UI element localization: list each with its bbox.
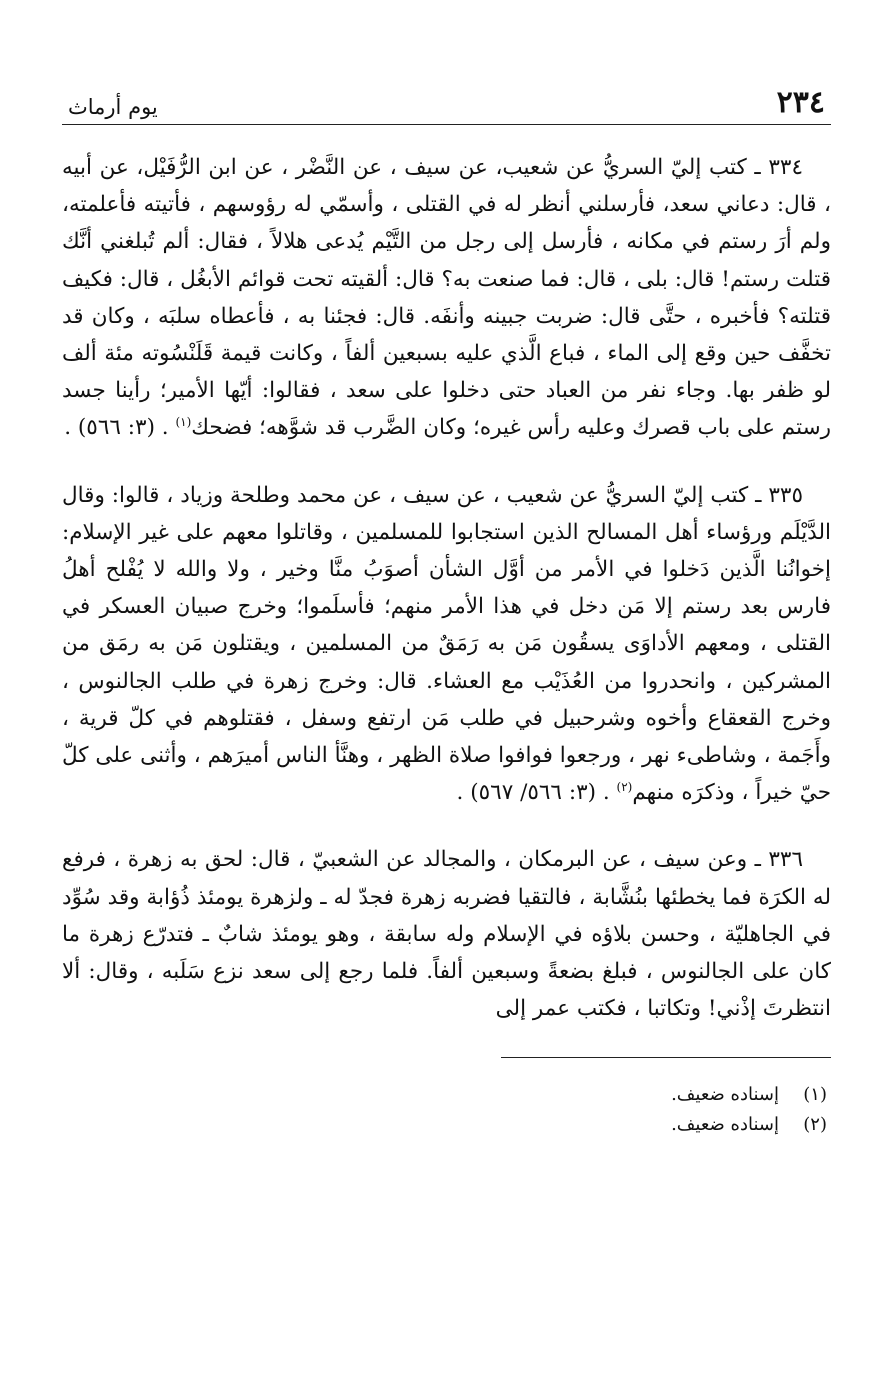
paragraph-336 [62, 841, 831, 1027]
footnotes [62, 1080, 831, 1140]
running-title: يوم أرماث [68, 95, 158, 119]
paragraph-citation: . (٣: ٥٦٦) . [64, 415, 176, 441]
page-number: ٢٣٤ [776, 85, 825, 120]
paragraph-334 [62, 149, 831, 447]
footnote-divider [501, 1057, 831, 1058]
footnote-ref: (١) [175, 415, 192, 430]
footnote-item [62, 1110, 831, 1140]
paragraph-citation: . (٣: ٥٦٦/ ٥٦٧) . [456, 780, 617, 806]
footnote-item [62, 1080, 831, 1110]
body-text [62, 149, 831, 1027]
footnote-ref: (٢) [616, 780, 633, 795]
page-header [62, 70, 831, 125]
paragraph-text: ٣٣٥ ـ كتب إليّ السريُّ عن شعيب ، عن سيف ، عن محمد وطلحة وزياد ، قالوا: وقال الدَّيْلَم ورؤساء أهل المسالح الذين استجابوا للمسلمين ، وقاتلوا معهم على غير الإسلام: إخوانُنا الَّذين دَخلوا في الأمر من أوَّل الشأن أصوَبُ منَّا وخير ، ولا والله لا يُفْلح أهلُ فارس بعد رستم إلا مَن دخل في هذا الأمر منهم؛ فأسلَموا؛ وخرج صبيان العسكر في القتلى ، ومعهم الأداوَى يسقُون مَن به رَمَقٌ من المسلمين ، ويقتلون مَن به رمَق من المشركين ، وانحدروا من العُذَيْب مع العشاء. قال: وخرج زهرة في طلب الجالنوس ، وخرج القعقاع وأخوه وشرحبيل في طلب مَن ارتفع وسفل ، فقتلوهم في كلّ قرية ، وأَجَمة ، وشاطىء نهر ، ورجعوا فوافوا صلاة الظهر ، وهنَّأ الناس أميرَهم ، وأثنى على كلّ حيّ خيراً ، وذكرَه منهم [62, 482, 831, 806]
footnote-number: (٢) [803, 1114, 827, 1136]
footnote-number: (١) [803, 1084, 827, 1106]
footnote-text: إسناده ضعيف. [671, 1114, 779, 1136]
paragraph-text: ٣٣٦ ـ وعن سيف ، عن البرمكان ، والمجالد عن الشعبيّ ، قال: لحق به زهرة ، فرفع له الكرَة فما يخطئها بنُشَّابة ، فالتقيا فضربه زهرة فجدّ له ـ ولزهرة يومئذ ذُؤابة وقد سُوِّد في الجاهليّة ، وحسن بلاؤه في الإسلام وله سابقة ، وهو يومئذ شابٌ ـ فتدرّع زهرة ما كان على الجالنوس ، فبلغ بضعةً وسبعين ألفاً. فلما رجع إلى سعد نزع سَلَبه ، وقال: ألا انتظرتَ إذْني! وتكاتبا ، فكتب عمر إلى [62, 847, 831, 1022]
footnote-text: إسناده ضعيف. [671, 1084, 779, 1106]
paragraph-335 [62, 477, 831, 812]
paragraph-text: ٣٣٤ ـ كتب إليّ السريُّ عن شعيب، عن سيف ، عن النَّضْر ، عن ابن الرُّفَيْل، عن أبيه ، قال: دعاني سعد، فأرسلني أنظر له في القتلى ، وأسمّي له رؤوسهم ، فأتيته فأعلمته، ولم أرَ رستم في مكانه ، فأرسل إلى رجل من التَّيْم يُدعى هلالاً ، فقال: ألم تُبلغني أنَّك قتلت رستم! قال: بلى ، قال: فما صنعت به؟ قال: ألقيته تحت قوائم الأبغُل ، قال: فكيف قتلته؟ فأخبره ، حتَّى قال: ضربت جبينه وأنفَه. قال: فجئنا به ، فأعطاه سلبَه ، وكان قد تخفَّف حين وقع إلى الماء ، فباع الَّذي عليه بسبعين ألفاً ، وكانت قيمة قَلَنْسُوته مئة ألف لو ظفر بها. وجاء نفر من العباد حتى دخلوا على سعد ، فقالوا: أيّها الأمير؛ رأينا جسد رستم على باب قصرك وعليه رأس غيره؛ وكان الضَّرب قد شوَّهه؛ فضحك [62, 155, 831, 441]
